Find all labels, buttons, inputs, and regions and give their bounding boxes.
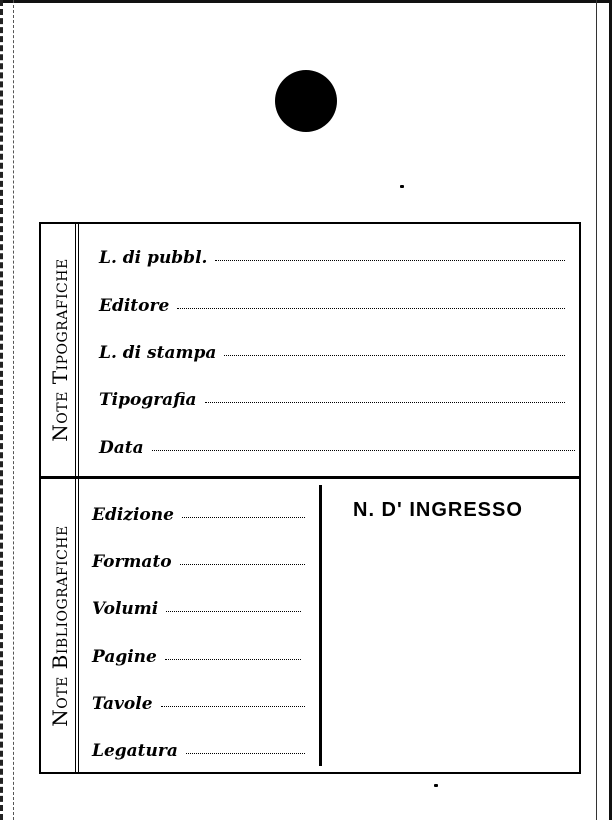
field-luogo-stampa[interactable] [99,343,565,363]
field-fill-line[interactable] [215,259,565,261]
ink-speck [400,185,404,188]
field-label: Data [99,438,144,458]
field-fill-line[interactable] [205,401,565,403]
card-form-frame [39,222,581,774]
ink-speck [434,784,438,787]
field-legatura[interactable] [92,741,305,761]
field-label: Legatura [92,741,178,761]
column-divider [319,485,322,766]
field-tavole[interactable] [92,694,305,714]
field-label: Volumi [92,599,159,619]
card-right-edge [596,0,597,820]
field-fill-line[interactable] [166,610,301,612]
field-label: L. di pubbl. [99,248,208,268]
field-pagine[interactable] [92,647,301,667]
punch-hole [275,70,337,132]
card-top-edge [3,0,609,3]
field-fill-line[interactable] [182,516,305,518]
field-formato[interactable] [92,552,305,572]
field-fill-line[interactable] [177,307,565,309]
numero-ingresso-label: N. D' INGRESSO [353,499,523,521]
field-label: Formato [92,552,172,572]
note-tipografiche-section [41,224,579,479]
note-bibliografiche-section [41,479,579,772]
note-bibliografiche-heading: Note Bibliografiche [48,524,72,727]
field-fill-line[interactable] [224,354,565,356]
field-data[interactable] [99,438,575,458]
field-tipografia[interactable] [99,390,565,410]
field-label: Tavole [92,694,153,714]
field-label: Editore [99,296,170,316]
field-label: Tipografia [99,390,197,410]
field-fill-line[interactable] [186,752,305,754]
field-fill-line[interactable] [152,449,575,451]
field-fill-line[interactable] [180,563,305,565]
card-left-edge [13,0,14,820]
note-bibliografiche-heading-band [41,479,79,772]
note-tipografiche-heading-band [41,224,79,476]
field-volumi[interactable] [92,599,301,619]
field-label: Pagine [92,647,157,667]
field-fill-line[interactable] [165,658,301,660]
field-fill-line[interactable] [161,705,305,707]
field-edizione[interactable] [92,505,305,525]
field-editore[interactable] [99,296,565,316]
field-luogo-pubblicazione[interactable] [99,248,565,268]
field-label: Edizione [92,505,174,525]
note-tipografiche-heading: Note Tipografiche [48,258,72,442]
field-label: L. di stampa [99,343,217,363]
